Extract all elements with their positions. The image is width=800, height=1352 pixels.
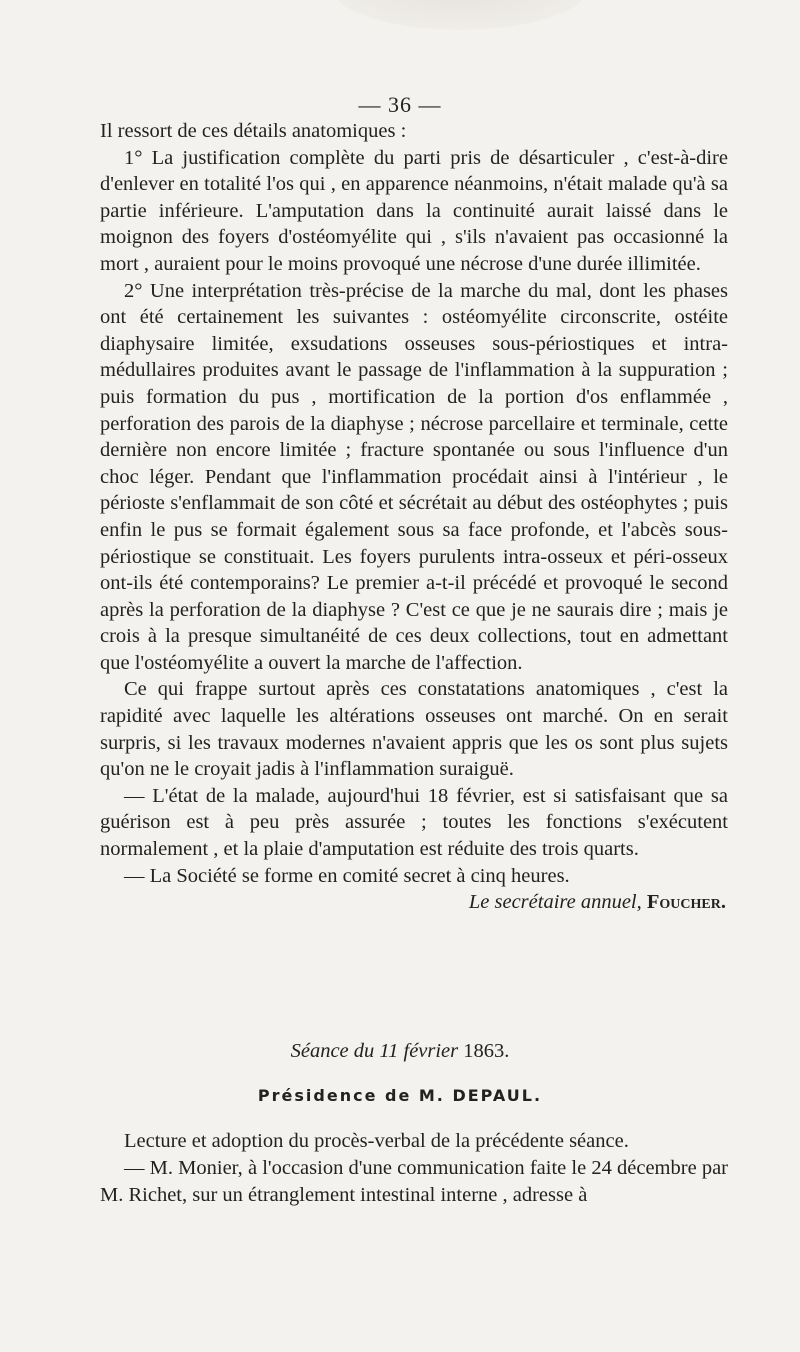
paragraph-4: — L'état de la malade, aujourd'hui 18 février, est si satisfaisant que sa guérison est à peu près assurée ; toutes les fonctions s'exécutent normalement , et la plaie d'amputation est réduite des trois quarts. xyxy=(100,784,728,861)
signature xyxy=(100,889,728,916)
presidence-heading: Présidence de M. DEPAUL. xyxy=(257,1086,543,1105)
after-paragraph-2: — M. Monier, à l'occasion d'une communication faite le 24 décembre par M. Richet, sur un étranglement intestinal interne , adresse à xyxy=(100,1157,728,1206)
paragraph-intro: Il ressort de ces détails anatomiques : xyxy=(100,120,407,142)
seance-heading xyxy=(0,1040,800,1063)
page-number: — 36 — xyxy=(358,92,442,117)
main-text xyxy=(100,118,728,916)
seance-year: 1863. xyxy=(463,1040,510,1062)
paper-stain xyxy=(330,0,590,30)
paragraph-2: 2° Une interprétation très-précise de la marche du mal, dont les phases ont été certainement les suivantes : ostéomyélite circonscrite, ostéite diaphysaire limitée, exsudations osseuses sous-périostiques et intra-médullaires produites avant le passage de l'inflammation à la suppuration ; puis formation du pus , mortification de la portion d'os enflammée , perforation des parois de la diaphyse ; nécrose parcellaire et terminale, cette dernière non encore limitée ; fracture spontanée ou sous l'influence d'un choc léger. Pendant que l'inflammation procédait ainsi à l'intérieur , le périoste s'enflammait de son côté et sécrétait au début des ostéophytes ; puis enfin le pus se formait également sous sa face profonde, et l'abcès sous-périostique se constituait. Les foyers purulents intra-osseux et péri-osseux ont-ils été contemporains? Le premier a-t-il précédé et provoqué le second après la perforation de la diaphyse ? C'est ce que je ne saurais dire ; mais je crois à la presque simultanéité de ces deux collections, tout en admettant que l'ostéomyélite a ouvert la marche de l'affection. xyxy=(100,279,728,674)
seance-text xyxy=(100,1128,728,1209)
signature-role: Le secrétaire annuel, xyxy=(468,891,642,914)
after-paragraph-1: Lecture et adoption du procès-verbal de la précédente séance. xyxy=(124,1130,629,1152)
paragraph-1: 1° La justification complète du parti pris de désarticuler , c'est-à-dire d'enlever en totalité l'os qui , en apparence néanmoins, n'était malade qu'à sa partie inférieure. L'amputation dans la continuité aurait laissé dans le moignon des foyers d'ostéomyélite qui , s'ils n'avaient pas occasionné la mort , auraient pour le moins provoqué une nécrose d'une durée illimitée. xyxy=(100,146,728,275)
signature-name: Foucher. xyxy=(646,891,726,914)
paragraph-5: — La Société se forme en comité secret à cinq heures. xyxy=(124,864,570,887)
paragraph-3: Ce qui frappe surtout après ces constatations anatomiques , c'est la rapidité avec laquelle les altérations osseuses ont marché. On en serait surpris, si les travaux modernes n'avaient appris que les os sont plus sujets qu'on ne le croyait jadis à l'inflammation suraiguë. xyxy=(100,678,728,781)
seance-label: Séance du 11 février xyxy=(290,1040,459,1062)
